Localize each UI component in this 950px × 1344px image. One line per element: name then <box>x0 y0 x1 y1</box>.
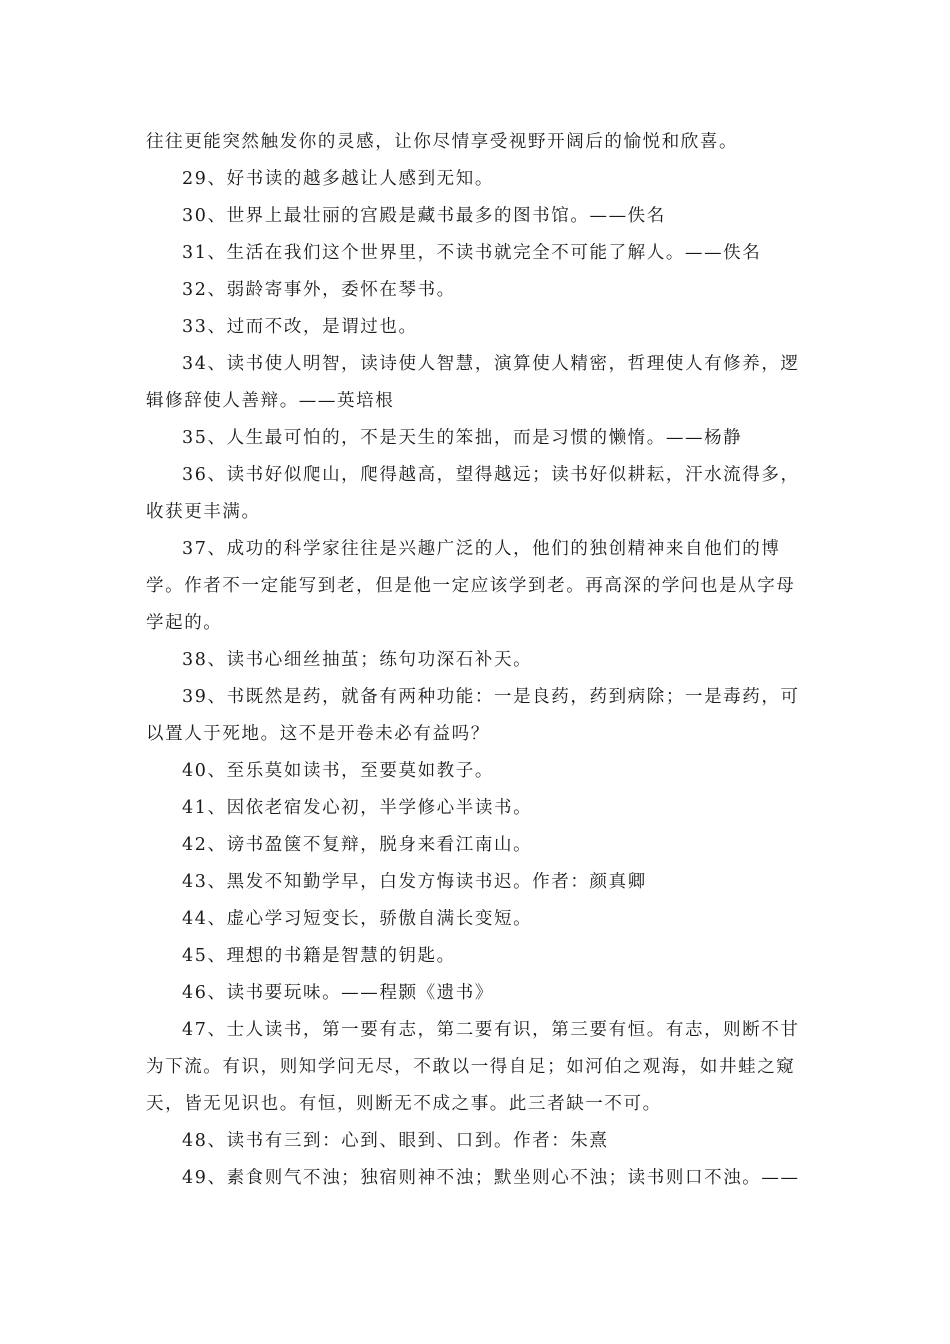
quote-46: 46、读书要玩味。——程颢《遗书》 <box>182 983 494 1003</box>
quote-33: 33、过而不改，是谓过也。 <box>182 317 418 337</box>
quote-30: 30、世界上最壮丽的宫殿是藏书最多的图书馆。——佚名 <box>182 206 666 226</box>
quote-38: 38、读书心细丝抽茧；练句功深石补天。 <box>182 650 533 670</box>
document-body <box>146 124 806 1197</box>
quote-36: 36、读书好似爬山，爬得越高，望得越远；读书好似耕耘，汗水流得多，收获更丰满。 <box>146 465 800 522</box>
quote-42: 42、谤书盈箧不复辩，脱身来看江南山。 <box>182 835 533 855</box>
quote-31: 31、生活在我们这个世界里，不读书就完全不可能了解人。——佚名 <box>182 243 762 263</box>
quote-40: 40、至乐莫如读书，至要莫如教子。 <box>182 761 494 781</box>
quote-37: 37、成功的科学家往往是兴趣广泛的人，他们的独创精神来自他们的博学。作者不一定能写到老，但是他一定应该学到老。再高深的学问也是从字母学起的。 <box>146 539 796 633</box>
quote-49: 49、素食则气不浊；独宿则神不浊；默坐则心不浊；读书则口不浊。—— <box>182 1168 800 1188</box>
quote-32: 32、弱龄寄事外，委怀在琴书。 <box>182 280 456 300</box>
quote-48: 48、读书有三到：心到、眼到、口到。作者：朱熹 <box>182 1131 609 1151</box>
quote-43: 43、黑发不知勤学早，白发方悔读书迟。作者：颜真卿 <box>182 872 647 892</box>
quote-35: 35、人生最可怕的，不是天生的笨拙，而是习惯的懒惰。——杨静 <box>182 428 743 448</box>
paragraph-continuation: 往往更能突然触发你的灵感，让你尽情享受视野开阔后的愉悦和欣喜。 <box>146 132 739 152</box>
quote-45: 45、理想的书籍是智慧的钥匙。 <box>182 946 456 966</box>
quote-41: 41、因依老宿发心初，半学修心半读书。 <box>182 798 533 818</box>
quote-29: 29、好书读的越多越让人感到无知。 <box>182 169 494 189</box>
quote-34: 34、读书使人明智，读诗使人智慧，演算使人精密，哲理使人有修养，逻辑修辞使人善辩。——英培根 <box>146 354 800 411</box>
quote-39: 39、书既然是药，就备有两种功能：一是良药，药到病除；一是毒药，可以置人于死地。这不是开卷未必有益吗？ <box>146 687 800 744</box>
quote-47: 47、士人读书，第一要有志，第二要有识，第三要有恒。有志，则断不甘为下流。有识，则知学问无尽，不敢以一得自足；如河伯之观海，如井蛙之窥天，皆无见识也。有恒，则断无不成之事。此三者缺一不可。 <box>146 1020 800 1114</box>
quote-44: 44、虚心学习短变长，骄傲自满长变短。 <box>182 909 533 929</box>
